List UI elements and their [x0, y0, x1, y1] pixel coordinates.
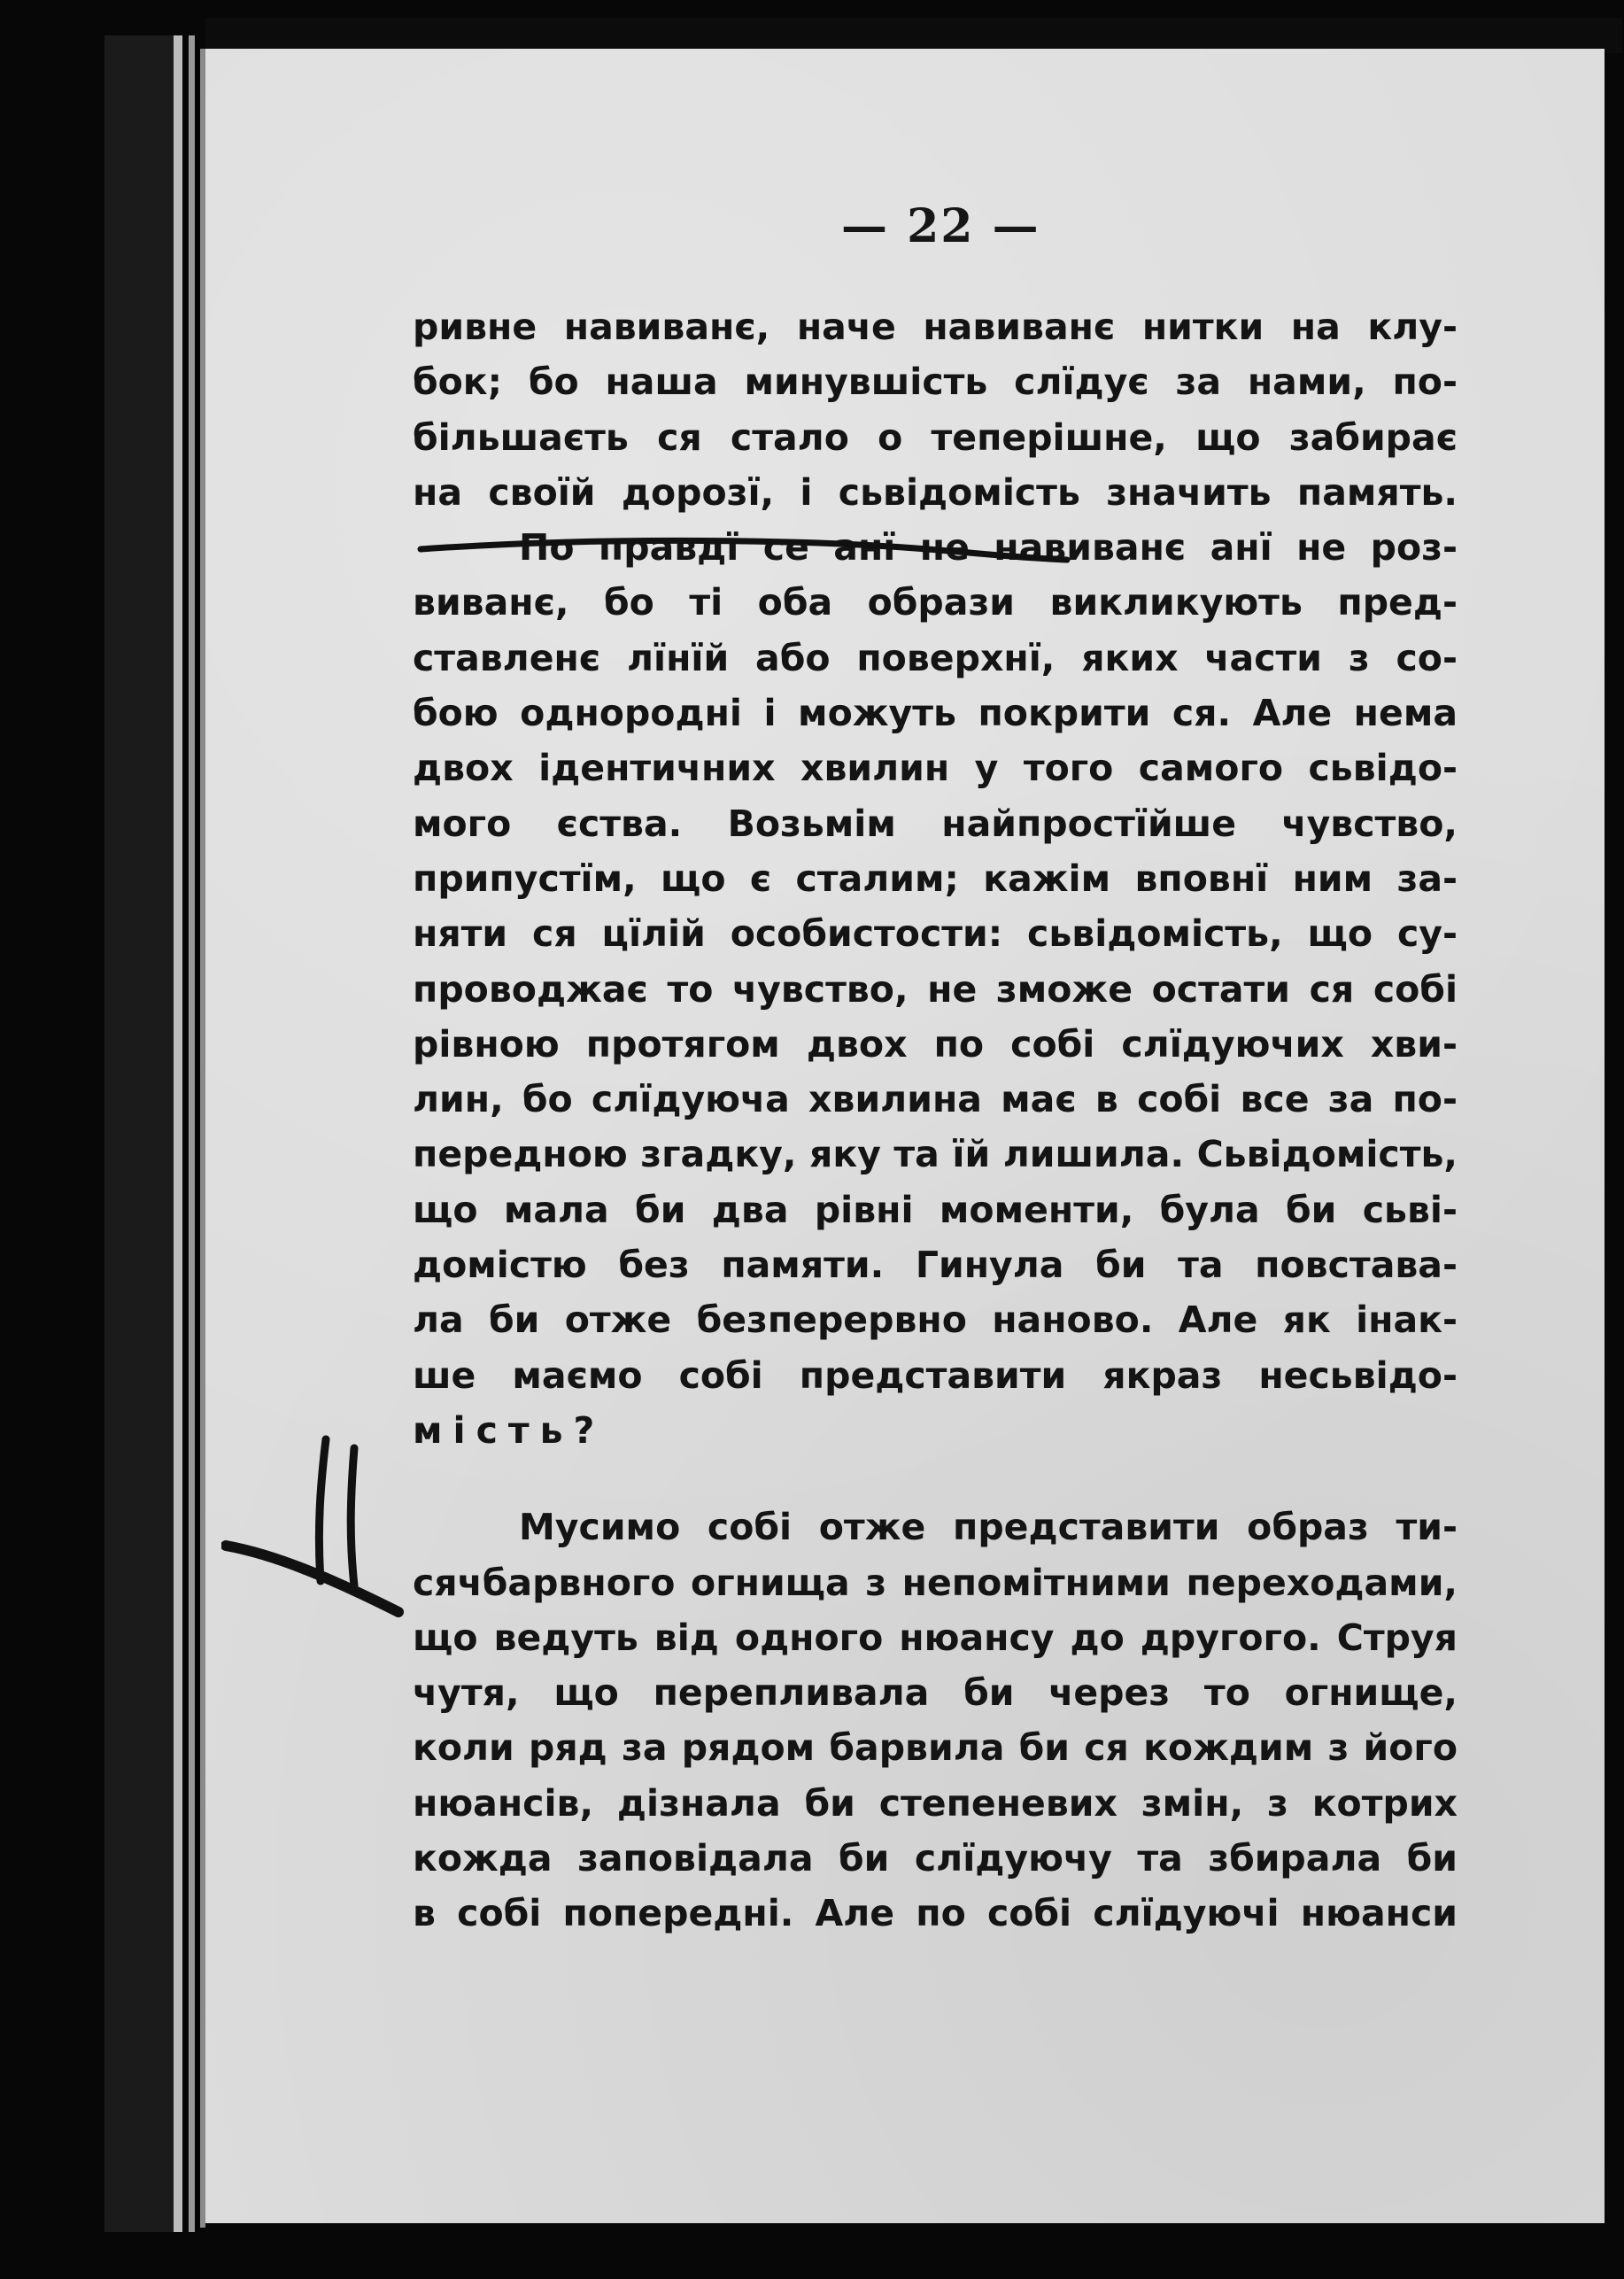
text-line: двох ідентичних хвилин у того самого сьвідо-	[413, 747, 1458, 790]
text-line: більшаєть ся стало о теперішне, що забирає	[413, 415, 1458, 459]
text-line: виванє, бо ті оба образи викликують пред-	[413, 581, 1458, 624]
text-line: лин, бо слїдуюча хвилина має в собі все за по-	[413, 1078, 1458, 1121]
margin-pen-mark	[221, 1430, 434, 1634]
text-line: в собі попередні. Але по собі слїдуючі нюанси	[413, 1892, 1458, 1935]
text-line: домістю без памяти. Гинула би та повстава-	[413, 1244, 1458, 1287]
text-line: Мусимо собі отже представити образ ти-	[519, 1506, 1458, 1549]
page-top-shadow	[205, 18, 1622, 53]
book-binding-edge	[104, 35, 175, 2232]
text-line: чутя, що перепливала би через то огнище,	[413, 1671, 1458, 1715]
text-line: ривне навиванє, наче навиванє нитки на клу-	[413, 306, 1458, 348]
text-line: припустїм, що є сталим; кажім вповнї ним за-	[413, 857, 1458, 900]
text-line: кожда заповідала би слїдуючу та збирала би	[413, 1837, 1458, 1880]
text-line: проводжає то чувство, не зможе остати ся собі	[413, 967, 1458, 1011]
text-line: мого єства. Возьмім найпростїйше чувство,	[413, 802, 1458, 845]
text-line: сячбарвного огнища з непомітними переходами,	[413, 1561, 1458, 1604]
text-line: няти ся цїлій особистости: сьвідомість, що су-	[413, 912, 1458, 956]
text-line: бою однородні і можуть покрити ся. Але нема	[413, 692, 1458, 735]
text-line: на своїй дорозї, і сьвідомість значить память.	[413, 470, 1458, 514]
text-line: нюансів, дізнала би степеневих змін, з котрих	[413, 1781, 1458, 1825]
text-line: передною згадку, яку та їй лишила. Сьвідомість,	[413, 1133, 1458, 1176]
text-line: ла би отже безперервно наново. Але як інак-	[413, 1298, 1458, 1342]
text-line: що ведуть від одного нюансу до другого. Струя	[413, 1616, 1458, 1659]
text-line: що мала би два рівні моменти, була би сьві-	[413, 1188, 1458, 1231]
text-line: бок; бо наша минувшість слїдує за нами, по-	[413, 360, 1458, 404]
text-line: По правдї се анї не навиванє анї не роз-	[519, 526, 1458, 570]
text-line: рівною протягом двох по собі слїдуючих хви-	[413, 1022, 1458, 1066]
page-edge-strip	[174, 35, 182, 2232]
text-line: коли ряд за рядом барвила би ся кождим з його	[413, 1726, 1458, 1770]
pen-underline-mark	[416, 523, 1071, 576]
page-edge-strip	[189, 35, 195, 2232]
text-line: мість?	[413, 1408, 606, 1452]
paragraph-gap	[413, 1458, 1458, 1500]
page-number: — 22 —	[841, 199, 1040, 253]
text-line: ставленє лїнїй або поверхнї, яких части з со-	[413, 636, 1458, 679]
text-line: ше маємо собі представити якраз несьвідо-	[413, 1353, 1458, 1397]
